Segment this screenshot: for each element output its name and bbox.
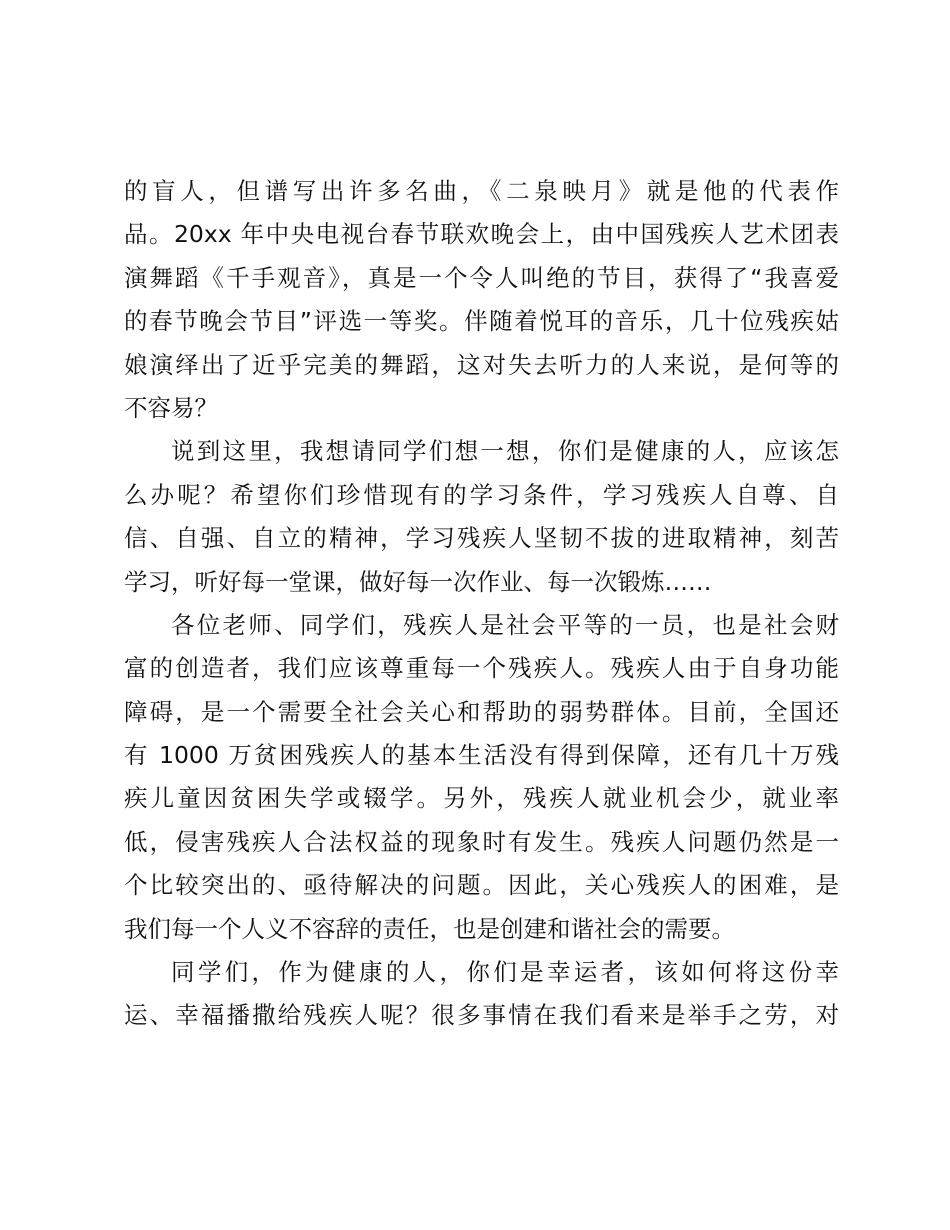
- body-text: [124, 170, 839, 1038]
- paragraph-first-line: 各位老师、同学们，残疾人是社会平等的一员，也是社会财: [171, 610, 839, 639]
- text-line: 运、幸福播撒给残疾人呢？很多事情在我们看来是举手之劳，对: [124, 1001, 839, 1030]
- text-line: 个比较突出的、亟待解决的问题。因此，关心残疾人的困难，是: [124, 871, 839, 900]
- text-line: 疾儿童因贫困失学或辍学。另外，残疾人就业机会少，就业率: [124, 784, 839, 813]
- text-line: 么办呢？希望你们珍惜现有的学习条件，学习残疾人自尊、自: [124, 480, 839, 509]
- text-line: 有 1000 万贫困残疾人的基本生活没有得到保障，还有几十万残: [124, 741, 839, 770]
- text-line: 演舞蹈《千手观音》，真是一个令人叫绝的节目，获得了“我喜爱: [124, 263, 839, 292]
- text-line: 的春节晚会节目”评选一等奖。伴随着悦耳的音乐，几十位残疾姑: [124, 307, 839, 336]
- text-line: 娘演绎出了近乎完美的舞蹈，这对失去听力的人来说，是何等的: [124, 350, 839, 379]
- text-line: 低，侵害残疾人合法权益的现象时有发生。残疾人问题仍然是一: [124, 827, 839, 856]
- text-line: 我们每一个人义不容辞的责任，也是创建和谐社会的需要。: [124, 914, 735, 943]
- text-line: 障碍，是一个需要全社会关心和帮助的弱势群体。目前，全国还: [124, 697, 839, 726]
- paragraph-first-line: 同学们，作为健康的人，你们是幸运者，该如何将这份幸: [171, 958, 839, 987]
- text-line: 的盲人，但谱写出许多名曲，《二泉映月》就是他的代表作: [124, 177, 839, 205]
- text-line: 学习，听好每一堂课，做好每一次作业、每一次锻炼……: [124, 567, 712, 596]
- text-line: 不容易？: [124, 393, 218, 422]
- text-line: 信、自强、自立的精神，学习残疾人坚韧不拔的进取精神，刻苦: [124, 524, 839, 553]
- text-line: 品。20xx 年中央电视台春节联欢晚会上，由中国残疾人艺术团表: [124, 220, 839, 249]
- text-line: 富的创造者，我们应该尊重每一个残疾人。残疾人由于自身功能: [124, 654, 839, 683]
- paragraph-first-line: 说到这里，我想请同学们想一想，你们是健康的人，应该怎: [171, 437, 839, 466]
